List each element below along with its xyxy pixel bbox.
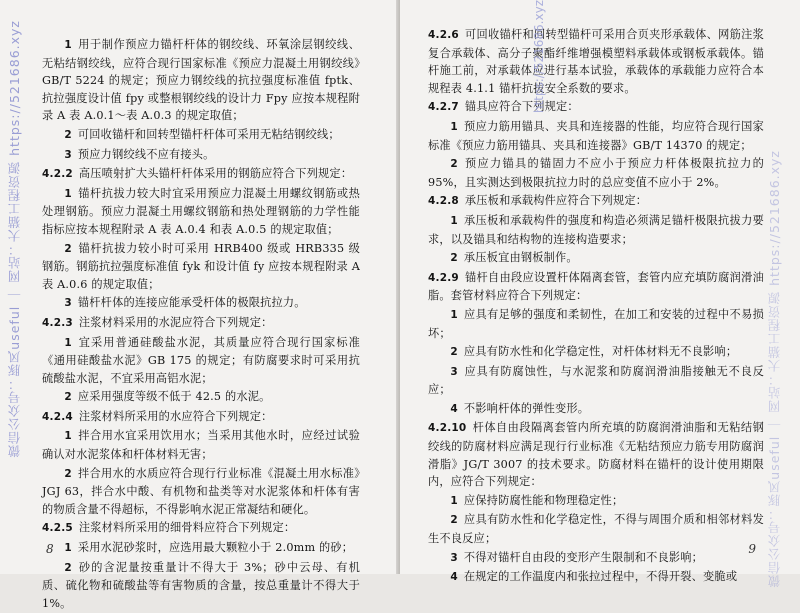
- paragraph-number: 1: [450, 120, 458, 133]
- paragraph-number: 3: [450, 365, 458, 378]
- paragraph-number: 2: [64, 561, 72, 574]
- paragraph-number: 4.2.4: [42, 410, 73, 423]
- paragraph-number: 4: [450, 571, 458, 584]
- paragraph-number: 1: [64, 542, 72, 555]
- paragraph-number: 1: [450, 214, 458, 227]
- paragraph-number: 1: [450, 494, 458, 507]
- paragraph-text: 应具有足够的强度和柔韧性，在加工和安装的过程中不易损坏；: [428, 307, 764, 340]
- paragraph-text: 预应力钢绞线不应有接头。: [77, 147, 215, 161]
- page-number-right: 9: [748, 542, 756, 556]
- paragraph-text: 预应力锚具的锚固力不应小于预应力杆体极限抗拉力的 95%，且实测达到极限抗拉力时的总应变值不应小于 2%。: [428, 157, 764, 189]
- paragraph-number: 2: [64, 467, 72, 480]
- paragraph-number: 2: [64, 391, 72, 404]
- item-paragraph: [428, 549, 764, 568]
- paragraph-text: 承压板和承载构件应符合下列规定：: [464, 194, 648, 208]
- item-paragraph: [42, 185, 360, 239]
- item-paragraph: [42, 240, 360, 294]
- item-paragraph: [42, 334, 360, 388]
- paragraph-text: 宜采用普通硅酸盐水泥，其质量应符合现行国家标准《通用硅酸盐水泥》GB 175 的规定；有防腐要求时可采用抗硫酸盐水泥，不宜采用高铝水泥；: [42, 335, 360, 385]
- paragraph-text: 注浆材料所采用的水应符合下列规定：: [78, 409, 273, 423]
- paragraph-text: 高压喷射扩大头锚杆杆体采用的钢筋应符合下列规定：: [78, 167, 353, 181]
- paragraph-number: 2: [450, 346, 458, 359]
- item-paragraph: [428, 249, 764, 268]
- paragraph-text: 注浆材料采用的水泥应符合下列规定：: [78, 315, 273, 329]
- paragraph-number: 4.2.3: [42, 316, 73, 329]
- item-paragraph: [428, 306, 764, 342]
- paragraph-number: 2: [450, 514, 458, 527]
- paragraph-text: 锚杆抗拔力较小时可采用 HRB400 级或 HRB335 级钢筋。钢筋抗拉强度标准值 fyk 和设计值 fy 应按本规程附录 A 表 A.0.6 的规定取值；: [42, 241, 360, 291]
- item-paragraph: [42, 126, 360, 145]
- clause-paragraph: [42, 519, 360, 538]
- paragraph-text: 在规定的工作温度内和张拉过程中，不得开裂、变脆或: [463, 570, 738, 584]
- paragraph-text: 锚具应符合下列规定：: [464, 100, 579, 114]
- item-paragraph: [42, 559, 360, 613]
- clause-paragraph: [428, 269, 764, 305]
- paragraph-number: 1: [64, 39, 72, 51]
- paragraph-text: 不得对锚杆自由段的变形产生限制和不良影响；: [463, 550, 704, 564]
- paragraph-text: 锚杆抗拔力较大时宜采用预应力混凝土用螺纹钢筋或热处理钢筋。预应力混凝土用螺纹钢筋和热处理钢筋的力学性能指标应按本规程附录 A 表 A.0.4 和表 A.0.5 的规定取值；: [42, 186, 360, 236]
- paragraph-text: 可回收锚杆和回转型锚杆可采用合页夹形承载体、网筋注浆复合承载体、高分子聚酯纤维增强模塑料承载体或钢板承载体。锚杆施工前，对承载体应进行基本试验，承载体的承载能力应符合本规程表 4.1.1 锚杆抗拔安全系数的要求。: [428, 28, 764, 95]
- paragraph-number: 4.2.6: [428, 29, 459, 41]
- item-paragraph: [42, 539, 360, 558]
- clause-paragraph: [42, 165, 360, 184]
- paragraph-number: 2: [450, 158, 458, 171]
- paragraph-text: 应具有防腐蚀性，与水泥浆和防腐润滑油脂接触无不良反应；: [428, 364, 764, 397]
- paragraph-number: 2: [450, 252, 458, 265]
- item-paragraph: [428, 363, 764, 399]
- paragraph-text: 锚杆自由段应设置杆体隔离套管，套管内应充填防腐润滑油脂。套管材料应符合下列规定：: [428, 270, 764, 303]
- paragraph-text: 应采用强度等级不低于 42.5 的水泥。: [77, 390, 271, 404]
- paragraph-text: 锚杆杆体的连接应能承受杆体的极限抗拉力。: [77, 296, 306, 310]
- left-page: [0, 0, 398, 610]
- right-page: [400, 0, 800, 588]
- item-paragraph: [428, 400, 764, 419]
- watermark-right: 微信公众号：豚风useful ｜ 网站：大猫工程资源 https://521686.xyz: [767, 150, 782, 588]
- paragraph-text: 拌合用水宜采用饮用水；当采用其他水时，应经过试验确认对水泥浆体和杆体材料无害；: [42, 429, 360, 462]
- item-paragraph: [42, 388, 360, 407]
- watermark-url: https://521686.xyz: [532, 0, 546, 114]
- item-paragraph: [428, 492, 764, 511]
- item-paragraph: [428, 511, 764, 547]
- paragraph-number: 4.2.5: [42, 522, 73, 535]
- paragraph-text: 砂的含泥量按重量计不得大于 3%；砂中云母、有机质、硫化物和硫酸盐等有害物质的含量，按总重量计不得大于 1%。: [42, 560, 360, 610]
- paragraph-text: 应具有防水性和化学稳定性，不得与周围介质和相邻材料发生不良反应；: [428, 513, 764, 546]
- paragraph-number: 4.2.9: [428, 271, 459, 284]
- item-paragraph: [42, 427, 360, 463]
- paragraph-text: 承压板和承载构件的强度和构造必须满足锚杆极限抗拔力要求，以及锚具和结构物的连接构造要求；: [428, 213, 764, 246]
- item-paragraph: [42, 146, 360, 165]
- paragraph-text: 用于制作预应力锚杆杆体的钢绞线、环氧涂层钢绞线、无粘结钢绞线，应符合现行国家标准《预应力混凝土用钢绞线》GB/T 5224 的规定；预应力钢绞线的抗拉强度标准值 fptk、抗拉强度设计值 fpy 或整根钢绞线的设计力 Fpy 应按本规程附录 A 表 A.0.1～表 A.0.3 的规定取值；: [42, 38, 360, 123]
- paragraph-number: 4.2.10: [428, 422, 467, 435]
- watermark-left: 微信公众号：豚风useful ｜ 网站：大猫工程资源 https://521686.xyz: [7, 20, 22, 458]
- clause-paragraph: [428, 192, 764, 211]
- right-page-content: [428, 26, 764, 588]
- item-paragraph: [428, 343, 764, 362]
- clause-paragraph: [428, 419, 764, 490]
- paragraph-number: 3: [64, 297, 72, 310]
- paragraph-number: 3: [64, 148, 72, 161]
- paragraph-text: 拌合用水的水质应符合现行行业标准《混凝土用水标准》JGJ 63，拌合水中酸、有机物和盐类等对水泥浆体和杆体有害的物质含量不得超标，不得影响水泥正常凝结和硬化。: [42, 466, 360, 516]
- paragraph-text: 可回收锚杆和回转型锚杆杆体可采用无粘结钢绞线；: [77, 127, 340, 141]
- item-paragraph: [42, 465, 360, 519]
- item-paragraph: [428, 118, 764, 154]
- paragraph-number: 2: [64, 128, 72, 141]
- item-paragraph: [428, 212, 764, 248]
- paragraph-text: 应保持防腐性能和物理稳定性；: [463, 493, 624, 507]
- clause-paragraph: [428, 98, 764, 117]
- paragraph-number: 2: [64, 242, 72, 255]
- paragraph-text: 杆体自由段隔离套管内所充填的防腐润滑油脂和无粘结钢绞线的防腐材料应满足现行行业标准《无粘结预应力筋专用防腐润滑脂》JG/T 3007 的技术要求。防腐材料在锚杆的设计使用期限内，应符合下列规定：: [428, 421, 764, 489]
- paragraph-text: 承压板宜由钢板制作。: [463, 251, 578, 265]
- paragraph-text: 注浆材料所采用的细骨料应符合下列规定：: [78, 521, 296, 535]
- paragraph-number: 4: [450, 402, 458, 415]
- paragraph-number: 1: [450, 308, 458, 321]
- clause-paragraph: [42, 314, 360, 333]
- paragraph-text: 不影响杆体的弹性变形。: [463, 401, 590, 415]
- paragraph-number: 1: [64, 430, 72, 443]
- item-paragraph: [42, 36, 360, 125]
- item-paragraph: [428, 568, 764, 587]
- paragraph-number: 1: [64, 336, 72, 349]
- paragraph-number: 4.2.8: [428, 195, 459, 208]
- page-number-left: 8: [46, 542, 54, 556]
- paragraph-text: 预应力筋用锚具、夹具和连接器的性能，均应符合现行国家标准《预应力筋用锚具、夹具和连接器》GB/T 14370 的规定；: [428, 119, 764, 152]
- clause-paragraph: [42, 408, 360, 427]
- paragraph-text: 采用水泥砂浆时，应选用最大颗粒小于 2.0mm 的砂；: [77, 541, 354, 555]
- clause-paragraph: [428, 26, 764, 97]
- paragraph-number: 4.2.2: [42, 168, 73, 181]
- left-page-content: [42, 36, 360, 613]
- paragraph-text: 应具有防水性和化学稳定性，对杆体材料无不良影响；: [463, 345, 738, 359]
- paragraph-number: 3: [450, 551, 458, 564]
- paragraph-number: 1: [64, 187, 72, 200]
- item-paragraph: [42, 294, 360, 313]
- item-paragraph: [428, 155, 764, 191]
- paragraph-number: 4.2.7: [428, 101, 459, 114]
